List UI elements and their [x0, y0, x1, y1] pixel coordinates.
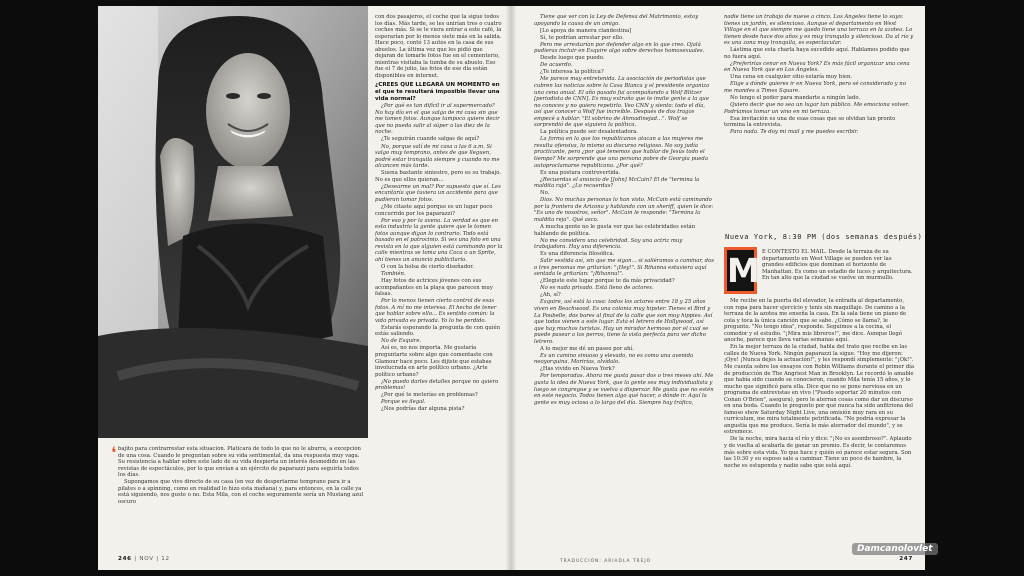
question-paragraph: Así es, no nos importa. Me gustaría preguntarte sobre algo que comentaste con Glamour hace poco. Les dijiste que estabas involucrada en arte político urbano. ¿Arte político urbano?: [375, 345, 493, 378]
question-paragraph: ¿Elegiste este lugar porque te da más privacidad?: [540, 278, 675, 285]
question-paragraph: ¿Por qué te meterías en problemas?: [381, 392, 478, 399]
question-paragraph: ¿Me citaste aquí porque es un lugar poco concurrido por los paparazzi?: [375, 203, 493, 217]
answer-paragraph: Tiene que ver con la Ley de Defensa del Matrimonio, estoy apoyando la causa de un amigo.: [534, 14, 699, 27]
answer-paragraph: Quiero decir que no sea un lugar tan público. Me emociona volver. Podríamos tomar un vino en mi terraza.: [724, 102, 910, 115]
answer-paragraph: Me parece muy entretenida. La asociación de periodistas que cubren las noticias sobre la Casa Blanca y el presidente organiza una cena anual. El año pasado fui acompañando a Wolf Blitzer [periodista de CNN]. Es muy extraño que te invite gente a la que no conoces y no quiero repetirlo. Veo CNN y siento: todo el día, así que conocer a Wolf fue increíble. Después de dos tragos empecé a hablar: "El sobrino de Ahmadinejad...". Wolf se sorprendió de que siguiera la política.: [534, 76, 710, 129]
folio-right: [899, 556, 913, 562]
answer-paragraph: Por temporadas. Ahora me gusta pasar dos o tres meses ahí. Me gusta la idea de Nueva York, que la gente sea muy individualista y luego se congregue y se vuelva a dispersar. Me gusta que no estén en este negocio. Todos tienen algo qué hacer, a dónde ir. Aquí la gente es muy ociosa a lo largo del día. Siempre hay tráfico,: [534, 373, 714, 406]
answer-paragraph: Por lo menos tienen cierto control de esas fotos. A mí no me interesa. El hecho de tener que hablar sobre ello... Es sentido común: la vida privada es privada. Yo lo he perdido.: [375, 298, 497, 324]
lead-paragraph: E CONTESTÓ EL MAIL. Desde la terraza de su departamento en West Village se pueden ver las grandes edificios que dominan el horizonte de Manhattan. Es como un estadio de luces y arquitectura. En tan alto que la ciudad se vuelve un murmullo.: [762, 249, 913, 282]
caption-paragraph: Supongamos que vivo directo de su casa (en vez de despertarme temprano para ir a pilates o a spinning, como en realidad lo hizo esta mañana) y, para entonces, en la calle ya está siguiendo, nos guste o no. Esta Mila, con el coche seguramente sería un Mustang azul oscuro: [118, 479, 364, 505]
question-paragraph: Estarás esperando la pregunta de con quién estás saliendo.: [375, 324, 500, 338]
answer-paragraph: ¿Recuerdas el anuncio de [John] McCain? El de "termina la maldita raja". ¿Lo recuerdas?: [534, 176, 700, 190]
answer-paragraph: ¿Por qué es tan difícil ir al supermercado? No hay día en el que salga de mi casa sin que me tomen fotos. Aunque tampoco quiere decir que no pueda salir al súper a las diez de la noche.: [375, 103, 500, 136]
paragraph: De la noche, mira hacia el río y dice: "¡No es asombroso?". Aplaudo y de vuelta al acabarla de ganar un premio. Es decir, te contaremos más sobre esta vida. Yo que hace y quién eó parece estar segura. Son las 10:30 y su esposo sale a caminar. Tiene un poco de hambre, la noche es estupenda y nadie sabe que está aquí.: [724, 436, 912, 469]
drop-cap-letter: M: [727, 251, 760, 290]
question-paragraph: ¿Has vivido en Nueva York?: [540, 366, 615, 373]
answer-paragraph: ¡No puedo darles detalles porque no quiero problemas!: [375, 378, 499, 392]
caption-paragraph: bajito para contrarrestar esta situación. Platicará de todo lo que no le aburra, a excepción de una cosa. Cuando le preguntan sobre su vida sentimental, da una respuesta muy vaga. Su resistencia a hablar sobre este lado de su vida despierta un interés desmedido en las revistas de espectáculos, por lo que envían a un ejército de paparazzi para seguirla todos los días.: [118, 446, 361, 479]
text-column-2: [375, 14, 503, 562]
answer-paragraph: Es un camino sinuoso y elevado, no es como una avenida neoyorquina. Morirías, olvídalo.: [534, 352, 694, 366]
issue-month: NOV: [139, 556, 154, 562]
question-paragraph: No.: [540, 190, 550, 197]
issue-year: 12: [161, 556, 170, 562]
paragraph: con dos pasajeros, el coche que la sigue todos los días. Más tarde, se les unirían tres o cuatro coches más. Si se le viera entrar a este café, la esperarían por lo menos siete más en la salida. Hace poco, contó 13 autos en la casa de sus abuelos. La última vez que les pidió que dejaran de tomarle fotos fue en el cementerio, mientras visitaba la tumba de su abuelo. Eso fue el 7 de julio, las fotos de ese día están disponibles en internet.: [375, 14, 502, 79]
question-paragraph: Es una postura controvertida.: [540, 169, 621, 176]
answer-paragraph: Esquire, así está la cosa: todos los actores entre 18 y 25 años viven en Beachwood. Es una colonia muy hipster. Tienes el Bird y La Poubelle, dos bares al final de la calle que son muy hippies. Así que todos vienen a este lugar. Está el letrero de Hollywood, así que hay muchos turistas. Hay un mirador hermoso por el cual se puede pasear a los perros, tiene la vista perfecta para ver dicho letrero.: [534, 299, 713, 345]
text-column-4-lead: [762, 249, 914, 295]
answer-paragraph: No me considero una celebridad. Soy una actriz muy trabajadora. Hay una diferencia.: [534, 237, 683, 251]
magazine-spread: [98, 6, 925, 570]
page-number: 246: [118, 556, 132, 562]
question-paragraph: Es una diferencia filosófica.: [540, 251, 615, 258]
question-paragraph: Suena bastante siniestro, pero es su trabajo. No es que ellos quieran...: [375, 170, 501, 183]
page-number: 247: [899, 556, 913, 562]
question-paragraph: No tengo el poder para mandarte a ningún lado.: [730, 95, 861, 102]
paragraph: Me recibe en la puerta del elevador, la entrada al departamento, con ropa para hacer ejercicio y tenis sin maquillaje. De camino a la terraza de la azotea me enseña la casa. En la sala tiene un piano de cola y toca la única canción que se sabe. ¿Cómo se llama?, le pregunto. "No tengo idea", responde. Seguimos a la cocina, el comedor y el estudio. "¡Mira mis libreros!", me dice. Aunque llegó anoche, parece que lleva varias semanas aquí.: [724, 298, 907, 344]
question-paragraph: ¿Ah, sí?: [540, 292, 561, 299]
answer-paragraph: Dios. No muchas personas lo han visto. McCain está caminando por la frontera de Arizona y hablando con un sheriff, quien le dice: "Es uno de nosotros, señor". McCain le responde: "Termina la maldita reja". Qué asco.: [534, 197, 714, 223]
answer-paragraph: También.: [381, 270, 406, 277]
question-paragraph: Lástima que esta charla haya sucedido aquí. Hablamos podido que no fuera aquí.: [724, 47, 910, 60]
answer-paragraph: No, porque salí de mi casa a las 6 a.m. Si salgo muy temprano, antes de que lleguen, podré estar tranquila siempre y cuando no me alcancen más tarde.: [375, 143, 500, 170]
question-paragraph: A mucha gente no le gusta ver que las celebridades están hablando de política.: [534, 223, 696, 237]
question-paragraph: ¿Nos podrías dar alguna pista?: [381, 406, 465, 413]
answer-paragraph: No es nada privado. Está lleno de actores.: [540, 285, 654, 292]
text-column-3: [534, 14, 714, 552]
question-paragraph: ¿Te interesa la política?: [540, 69, 604, 76]
watermark: Damcanolovlet: [852, 543, 938, 555]
answer-paragraph: Salir vestida así, sin que me sigan... si saliéramos a caminar, dos o tres personas me gritarían: "¡Hey!". Si Rihanna estuviera aquí sentada le gritarían: "¡Rihanna!".: [534, 258, 714, 278]
answer-paragraph: No de Esquire.: [381, 338, 422, 345]
drop-cap: [724, 247, 760, 294]
paragraph: En la mejor terraza de la ciudad, habla del trato que recibe en las calles de Nueva York. Ningún paparazzi la sigue. "Hoy me dijeron: ¡Oye! ¡Nunca dejes la actuación!", y les respondí simplemente: "¡Ok!". Me cuenta sobre los ensayos con Robin Williams durante el primer día de producción de The Angriest Man in Brooklyn. Le recordó lo amable que había sido cuando se conocieron, cuando Mila tenía 15 años, y lo mucho que significó para ella. Dice que no se pone nerviosa en un programa de entrevistas en vivo ("Puedo soportar 20 minutos con Conan O'Brien", asegura), pero le aterran cosas como dar un discurso en una boda. Cuando le pregunto por qué nunca ha sido anfitriona del famoso show Saturday Night Live, una omisión muy rara en su currículum, me mira totalmente petrificada. "No podría expresar la angustia que me produce. Sería lo más aterrador del mundo", y se estremece.: [724, 344, 914, 436]
translation-credit: TRADUCCIÓN: ARIADLA TREJO: [560, 559, 652, 564]
answer-paragraph: De acuerdo.: [540, 62, 573, 69]
answer-paragraph: nadie tiene un trabajo de nueve a cinco. Los Ángeles tiene lo suyo: tienes un jardín, es silencioso. Aunque el departamento en West Village en el que siempre me quedo tiene una terraza en la azotea. Lo tienen desde hace dos años y es muy tranquilo y silencioso. Da al río y es una zona muy tranquila, es espectacular.: [724, 14, 914, 47]
question-paragraph: ¿Te seguirán cuando salgas de aquí?: [381, 136, 480, 143]
question-paragraph: Esa invitación es una de esas cosas que se olvidan tan pronto termina la entrevista.: [724, 115, 896, 129]
quote-mark: ❛: [111, 443, 117, 462]
question-paragraph: Desde luego que puedo.: [540, 55, 605, 62]
text-column-4-bottom: [724, 298, 914, 550]
question-paragraph: O con la bolsa de cierto diseñador.: [381, 263, 474, 270]
question-paragraph: A lo mejor me dé un paseo por ahí.: [540, 345, 634, 352]
answer-paragraph: ¿Desearme un mal? Por supuesto que sí. Les encantaría que tuviera un accidente para que pudieran tomar fotos.: [375, 183, 501, 203]
answer-paragraph: Para nada. Te doy mi mail y me puedes escribir.: [730, 129, 859, 136]
question-paragraph: Sí, te podrían arrestar por ello.: [540, 34, 624, 41]
question-paragraph: Una cena en cualquier sitio estaría muy bien.: [730, 74, 853, 81]
portrait-photo: [98, 6, 368, 438]
answer-paragraph: Elige a dónde quieres ir en Nueva York, pero sé considerado y no me mandes a Times Square.: [724, 81, 906, 95]
answer-paragraph: Por eso y por la avena. La verdad es que en esta industria la gente quiere que le tomen fotos aunque digan lo contrario. Todo está basado en el patrocinio. Si ves una foto en una revista en la que alguien está caminando por la calle mientras se toma una Coca o un Sprite, ahí tienes un anuncio publicitario.: [375, 217, 503, 263]
folio-left: 246 | NOV | 12: [118, 556, 170, 562]
question-paragraph: Hay fotos de actrices jóvenes con sus acompañantes en la playa que parecen muy falsas.: [375, 277, 493, 298]
text-column-4-top: [724, 14, 914, 222]
answer-paragraph: ¿Preferirías cenar en Nueva York? Es más fácil organizar una cena en Nueva York que en Los Ángeles.: [724, 60, 910, 74]
question-paragraph: La política puede ser desalentadora.: [540, 129, 639, 136]
page-gutter: [506, 6, 516, 570]
handwritten-note: Nueva York, 8:30 PM (dos semanas después): [725, 233, 923, 241]
question-heading: ¿CREES QUE LLEGARÁ UN MOMENTO en el que te resultará imposible llevar una vida normal?: [375, 82, 500, 102]
answer-paragraph: Pero me arrestarían por defender algo en lo que creo. Ojalá pudieras incluir en Esquire algo sobre derechos homosexuales.: [534, 41, 705, 55]
caption-column: [118, 446, 368, 558]
paragraph: [Lo apoya de manera clandestina]: [540, 27, 632, 34]
answer-paragraph: Porque es ilegal.: [381, 399, 426, 406]
answer-paragraph: La forma en la que los republicanos atacan a las mujeres me resulta ofensiva, lo mismo su discurso religioso. No soy judía practicante, pero ¿por qué tenemos que hablar de Jesús todo el tiempo? Me sorprende que una persona pobre de Georgia pueda autoproclamarse republicana. ¿Por qué?: [534, 136, 708, 169]
